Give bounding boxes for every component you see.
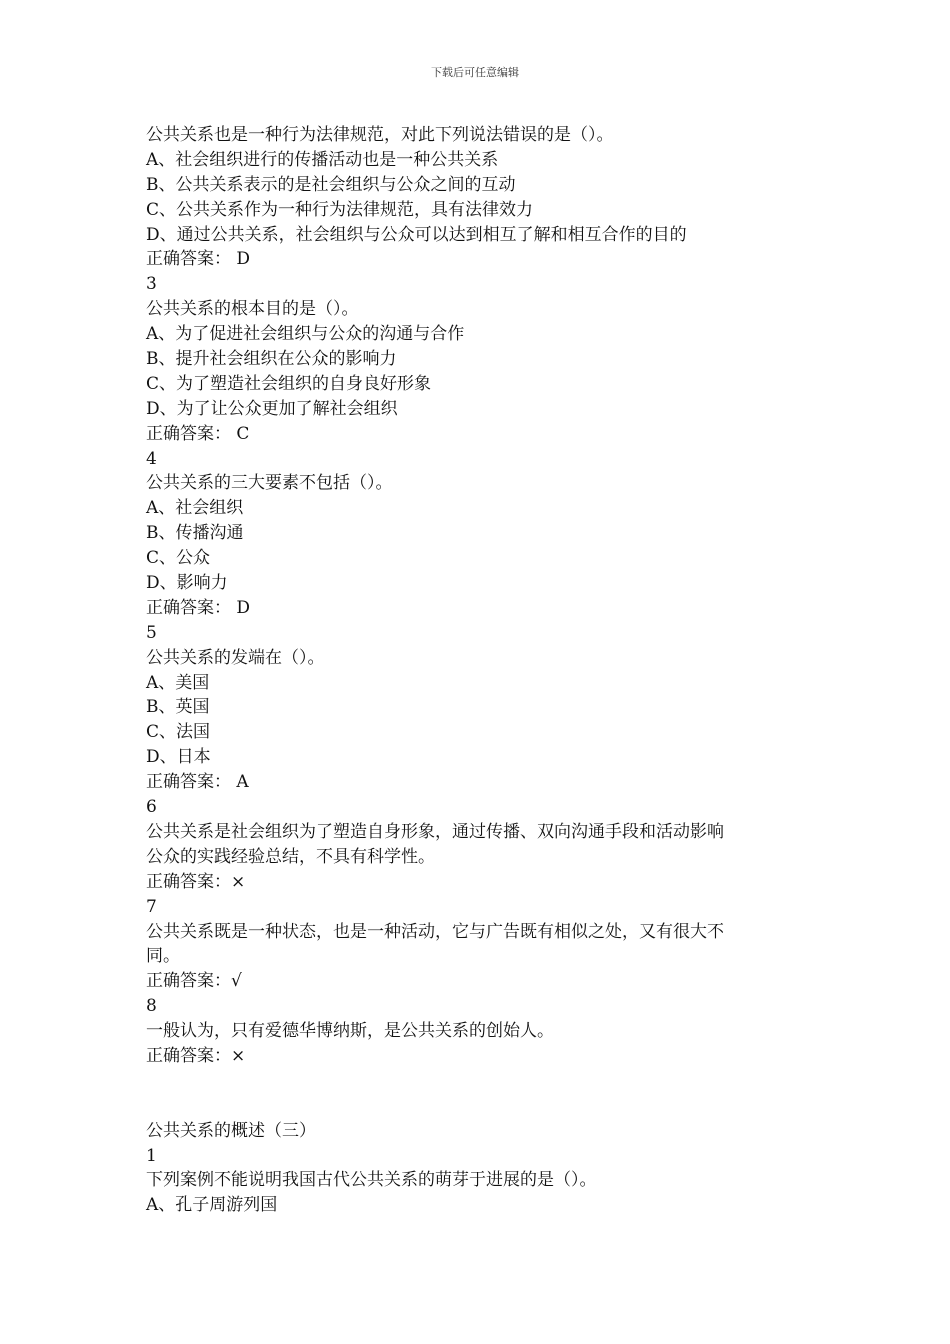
- option-a: A、美国: [146, 672, 210, 693]
- option-c: C、公共关系作为一种行为法律规范，具有法律效力: [146, 199, 534, 220]
- option-d: D、影响力: [146, 573, 228, 594]
- question-text: 公共关系的三大要素不包括（）。: [146, 473, 393, 494]
- option-b: B、传播沟通: [146, 523, 244, 544]
- question-text-continued: 同。: [146, 946, 180, 967]
- option-c: C、公众: [146, 548, 211, 569]
- question-number: 8: [146, 996, 157, 1017]
- correct-answer: 正确答案：√: [146, 971, 242, 992]
- question-text: 公共关系既是一种状态，也是一种活动，它与广告既有相似之处，又有很大不: [146, 921, 724, 942]
- correct-answer: 正确答案： D: [146, 597, 251, 618]
- question-text: 一般认为，只有爱德华博纳斯，是公共关系的创始人。: [146, 1021, 554, 1042]
- question-number: 5: [146, 622, 157, 643]
- option-a: A、孔子周游列国: [146, 1195, 278, 1216]
- option-b: B、公共关系表示的是社会组织与公众之间的互动: [146, 174, 516, 195]
- option-a: A、为了促进社会组织与公众的沟通与合作: [146, 324, 465, 345]
- question-number: 6: [146, 797, 157, 818]
- option-c: C、法国: [146, 722, 211, 743]
- option-a: A、社会组织: [146, 498, 244, 519]
- question-number: 4: [146, 448, 157, 469]
- document-body: [146, 123, 826, 1218]
- question-text: 下列案例不能说明我国古代公共关系的萌芽于进展的是（）。: [146, 1170, 597, 1191]
- question-number: 7: [146, 896, 157, 917]
- question-number: 3: [146, 274, 157, 295]
- option-b: B、英国: [146, 697, 210, 718]
- option-d: D、为了让公众更加了解社会组织: [146, 398, 398, 419]
- question-text: 公共关系的发端在（）。: [146, 647, 325, 668]
- option-d: D、通过公共关系，社会组织与公众可以达到相互了解和相互合作的目的: [146, 224, 687, 245]
- correct-answer: 正确答案： A: [146, 772, 249, 793]
- question-text: 公共关系是社会组织为了塑造自身形象，通过传播、双向沟通手段和活动影响: [146, 821, 724, 842]
- question-number: 1: [146, 1145, 157, 1166]
- option-d: D、日本: [146, 747, 211, 768]
- question-text-continued: 公众的实践经验总结，不具有科学性。: [146, 846, 435, 867]
- option-c: C、为了塑造社会组织的自身良好形象: [146, 373, 432, 394]
- section-title: 公共关系的概述（三）: [146, 1120, 316, 1141]
- correct-answer: 正确答案：×: [146, 1045, 246, 1066]
- option-b: B、提升社会组织在公众的影响力: [146, 349, 397, 370]
- page-header: 下载后可任意编辑: [431, 66, 519, 79]
- option-a: A、社会组织进行的传播活动也是一种公共关系: [146, 149, 499, 170]
- section-spacer: [146, 1069, 826, 1119]
- correct-answer: 正确答案： D: [146, 249, 251, 270]
- question-text: 公共关系的根本目的是（）。: [146, 299, 359, 320]
- correct-answer: 正确答案： C: [146, 423, 250, 444]
- correct-answer: 正确答案：×: [146, 871, 246, 892]
- question-text: 公共关系也是一种行为法律规范，对此下列说法错误的是（）。: [146, 125, 614, 145]
